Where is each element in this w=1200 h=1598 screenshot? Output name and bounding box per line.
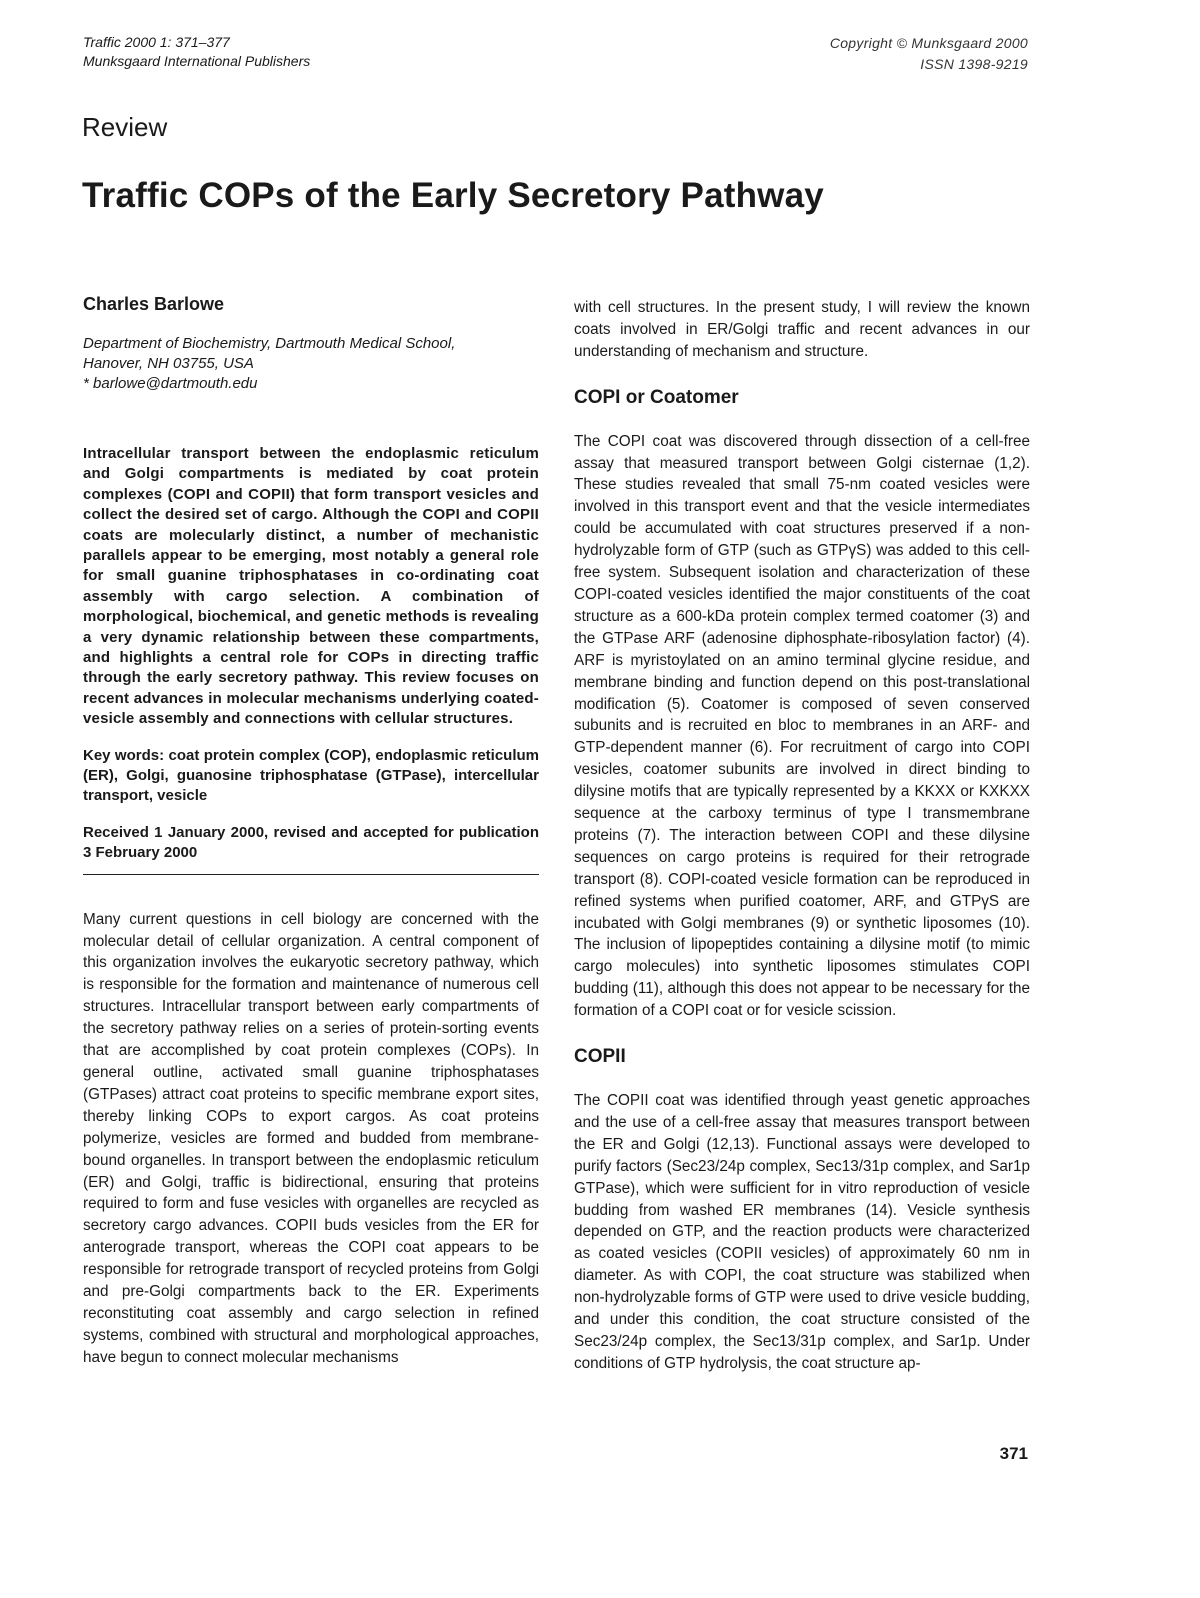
copyright-line: Copyright © Munksgaard 2000 (829, 35, 1028, 51)
keywords: Key words: coat protein complex (COP), endoplasmic reticulum (ER), Golgi, guanosine triphosphatase (GTPase), intercellular transport, vesicle (83, 746, 539, 805)
left-column (83, 294, 539, 1369)
copyright-block (830, 33, 1028, 75)
journal-line: Traffic 2000 1: 371–377 (83, 34, 230, 50)
section-text-copi: The COPI coat was discovered through dissection of a cell-free assay that measured transport between Golgi cisternae (1,2). These studies revealed that small 75-nm coated vesicles were involved in this transport event and that the vesicle intermediates could be accumulated with coat structures preserved if a non-hydrolyzable form of GTP (such as GTPγS) was added to this cell-free system. Subsequent isolation and characterization of these COPI-coated vesicles identified the major constituents of the coat structure as a 600-kDa protein complex termed coatomer (3) and the GTPase ARF (adenosine diphosphate-ribosylation factor) (4). ARF is myristoylated on an amino terminal glycine residue, and membrane binding and function depend on this post-translational modification (5). Coatomer is composed of seven conserved subunits and is recruited en bloc to membranes in an ARF- and GTP-dependent manner (6). For recruitment of cargo into COPI vesicles, coatomer subunits are involved in direct binding to dilysine motifs that are typically represented by a KKXX or KXKXX sequence at the carboxy terminus of type I transmembrane proteins (7). The interaction between COPI and these dilysine sequences on cargo proteins is required for their retrograde transport (8). COPI-coated vesicle formation can be reproduced in refined systems when purified coatomer, ARF, and GTPγS are incubated with Golgi membranes (9) or synthetic liposomes (10). The inclusion of lipopeptides containing a dilysine motif (to mimic cargo molecules) into synthetic liposomes stimulates COPI budding (11), although this does not appear to be necessary for the formation of a COPI coat or for vesicle scission. (574, 432, 1030, 1020)
author-name: Charles Barlowe (83, 294, 225, 314)
abstract: Intracellular transport between the endoplasmic reticulum and Golgi compartments is mediated by coat protein complexes (COPI and COPII) that form transport vesicles and collect the desired set of cargo. Although the COPI and COPII coats are molecularly distinct, a number of mechanistic parallels appear to be emerging, most notably a general role for small guanine triphosphatases in co-ordinating coat assembly with cargo selection. A combination of morphological, biochemical, and genetic methods is revealing a very dynamic relationship between these compartments, and highlights a central role for COPs in directing traffic through the early secretory pathway. This review focuses on recent advances in molecular mechanisms underlying coated-vesicle assembly and connections with cellular structures. (83, 444, 539, 728)
publisher-line: Munksgaard International Publishers (83, 53, 311, 69)
article-title: Traffic COPs of the Early Secretory Pathway (82, 176, 824, 215)
intro-paragraph-continued: with cell structures. In the present study, I will review the known coats involved in ER/Golgi traffic and recent advances in our understanding of mechanism and structure. (574, 299, 1030, 360)
affiliation-city: Hanover, NH 03755, USA (83, 354, 254, 372)
affiliation-dept: Department of Biochemistry, Dartmouth Medical School, (83, 334, 456, 352)
author-email: * barlowe@dartmouth.edu (83, 374, 258, 392)
section-heading-copii: COPII (574, 1046, 626, 1068)
right-column (574, 297, 1030, 1375)
section-divider (83, 874, 539, 875)
page-number: 371 (999, 1444, 1028, 1463)
author-affiliation (83, 334, 539, 394)
section-text-copii: The COPII coat was identified through yeast genetic approaches and the use of a cell-free assay that measures transport between the ER and Golgi (12,13). Functional assays were developed to purify factors (Sec23/24p complex, Sec13/31p complex, and Sar1p GTPase), which were sufficient for in vitro reproduction of vesicle budding from washed ER membranes (14). Vesicle synthesis depended on GTP, and the reaction products were characterized as coated vesicles (COPII vesicles) of approximately 60 nm in diameter. As with COPI, the coat structure was stabilized when non-hydrolyzable forms of GTP were used to drive vesicle budding, and under this condition, the coat structure consisted of the Sec23/24p complex, the Sec13/31p complex, and Sar1p. Under conditions of GTP hydrolysis, the coat structure ap- (574, 1092, 1030, 1372)
intro-paragraph: Many current questions in cell biology are concerned with the molecular detail of cellular organization. A central component of this organization involves the eukaryotic secretory pathway, which is responsible for the formation and maintenance of numerous cell structures. Intracellular transport between early compartments of the secretory pathway relies on a series of protein-sorting events that are accomplished by coat protein complexes (COPs). In general outline, activated small guanine triphosphatases (GTPases) attract coat proteins to specific membrane export sites, thereby linking COPs to export cargos. As coat proteins polymerize, vesicles are formed and budded from membrane-bound organelles. In transport between the endoplasmic reticulum (ER) and Golgi, traffic is bidirectional, ensuring that proteins required to form and fuse vesicles with organelles are recycled as secretory cargo advances. COPII buds vesicles from the ER for anterograde transport, whereas the COPI coat appears to be responsible for retrograde transport of recycled proteins from Golgi and pre-Golgi compartments back to the ER. Experiments reconstituting coat assembly and cargo selection in refined systems, combined with structural and morphological approaches, have begun to connect molecular mechanisms (83, 910, 539, 1366)
received-dates: Received 1 January 2000, revised and accepted for publication 3 February 2000 (83, 823, 539, 862)
journal-citation (83, 33, 310, 71)
issn-line: ISSN 1398-9219 (920, 56, 1028, 72)
section-heading-copi: COPI or Coatomer (574, 386, 739, 408)
article-type-label: Review (82, 112, 168, 142)
